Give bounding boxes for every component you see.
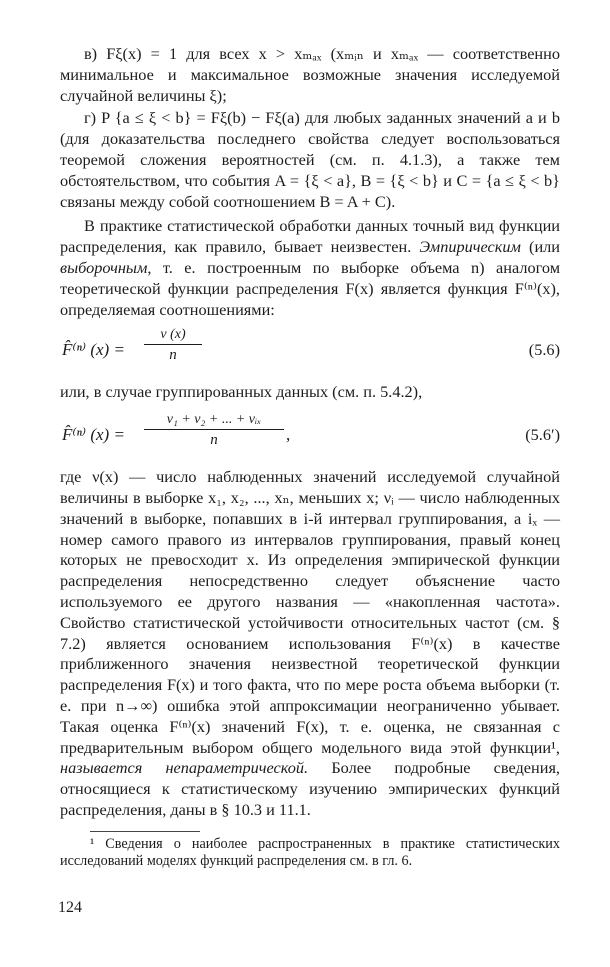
term-sample: выборочным	[60, 257, 148, 277]
formula-5-6-prime	[60, 411, 560, 463]
term-nonparametric: называется непараметрической.	[60, 758, 309, 778]
footnote-separator	[90, 831, 200, 832]
intro-text-3: , т. е. построенным по выборке объема n) аналогом теоретической функции распределения F(x) является функция F⁽ⁿ⁾(x), определяемая соотношениями:	[60, 257, 560, 319]
formula1-numerator: ν (x)	[160, 327, 186, 343]
footnote: ¹ Сведения о наиболее распространенных в практике статистических исследований моделях функций распределения см. в гл. 6.	[60, 835, 560, 870]
formula2-numerator: ν₁ + ν₂ + ... + νᵢₓ	[166, 412, 262, 428]
body-text-1: где ν(x) — число наблюденных значений исследуемой случайной величины в выборке x₁, x₂, ..., xₙ, меньших x; νᵢ — число наблюденных значений в выборке, попавших в i-й интервал группирования, а iₓ — номер самого правого из интервалов группирования, правый конец которых не превосходит x. Из определения эмпирической функции распределения непосредственно следует объяснение часто используемого ее другого названия — «накопленная частота». Свойство статистической устойчивости относительных частот (см. § 7.2) является основанием использования F⁽ⁿ⁾(x) в качестве приближенного значения неизвестной теоретической функции распределения F(x) и того факта, что по мере роста объема выборки (т. е. при n→∞) ошибка этой аппроксимации неограниченно убывает. Такая оценка F⁽ⁿ⁾(x) значений F(x), т. е. оценка, не связанная с предварительным выбором общего модельного вида этой функции¹,	[60, 467, 560, 757]
formula2-lhs: F̂⁽ⁿ⁾ (x) =	[62, 425, 125, 445]
intro-text-2: (или	[520, 237, 560, 257]
formula1-lhs: F̂⁽ⁿ⁾ (x) =	[62, 340, 125, 360]
formula1-denominator: n	[169, 347, 177, 364]
page-number: 124	[58, 899, 82, 916]
body-paragraph	[60, 467, 560, 821]
equation-number: (5.6)	[528, 340, 560, 360]
property-g: г) P {a ≤ ξ < b} = Fξ(b) − Fξ(a) для любых заданных значений a и b (для доказательства последнего свойства следует воспользоваться теоремой сложения вероятностей (см. п. 4.1.3), а также тем обстоятельством, что события A = {ξ < a}, B = {ξ < b} и C = {a ≤ ξ < b} связаны между собой соотношением B = A + C).	[60, 108, 560, 211]
formula2-denominator: n	[210, 432, 218, 449]
formula-5-6	[60, 326, 560, 378]
page-content	[60, 44, 560, 871]
intro-paragraph	[60, 216, 560, 320]
middle-line: или, в случае группированных данных (см. п. 5.4.2),	[60, 382, 423, 402]
property-v: в) Fξ(x) = 1 для всех x > xₘₐₓ (xₘᵢₙ и xₘₐₓ — соответственно минимальное и максимальное возможные значения исследуемой случайной величины ξ);	[60, 44, 560, 105]
equation-number: (5.6′)	[525, 425, 560, 445]
intro-text-1: В практике статистической обработки данных точный вид функции распределения, как правило, бывает неизвестен.	[60, 216, 560, 257]
term-empirical: Эмпирическим	[419, 237, 521, 257]
body-text-2: Более подробные сведения, относящиеся к статистическому изучению эмпирических функций распределения, даны в § 10.3 и 11.1.	[60, 758, 560, 819]
formula2-comma: ,	[286, 425, 291, 445]
formula2-fraction	[144, 411, 284, 450]
formula1-fraction	[144, 326, 202, 365]
